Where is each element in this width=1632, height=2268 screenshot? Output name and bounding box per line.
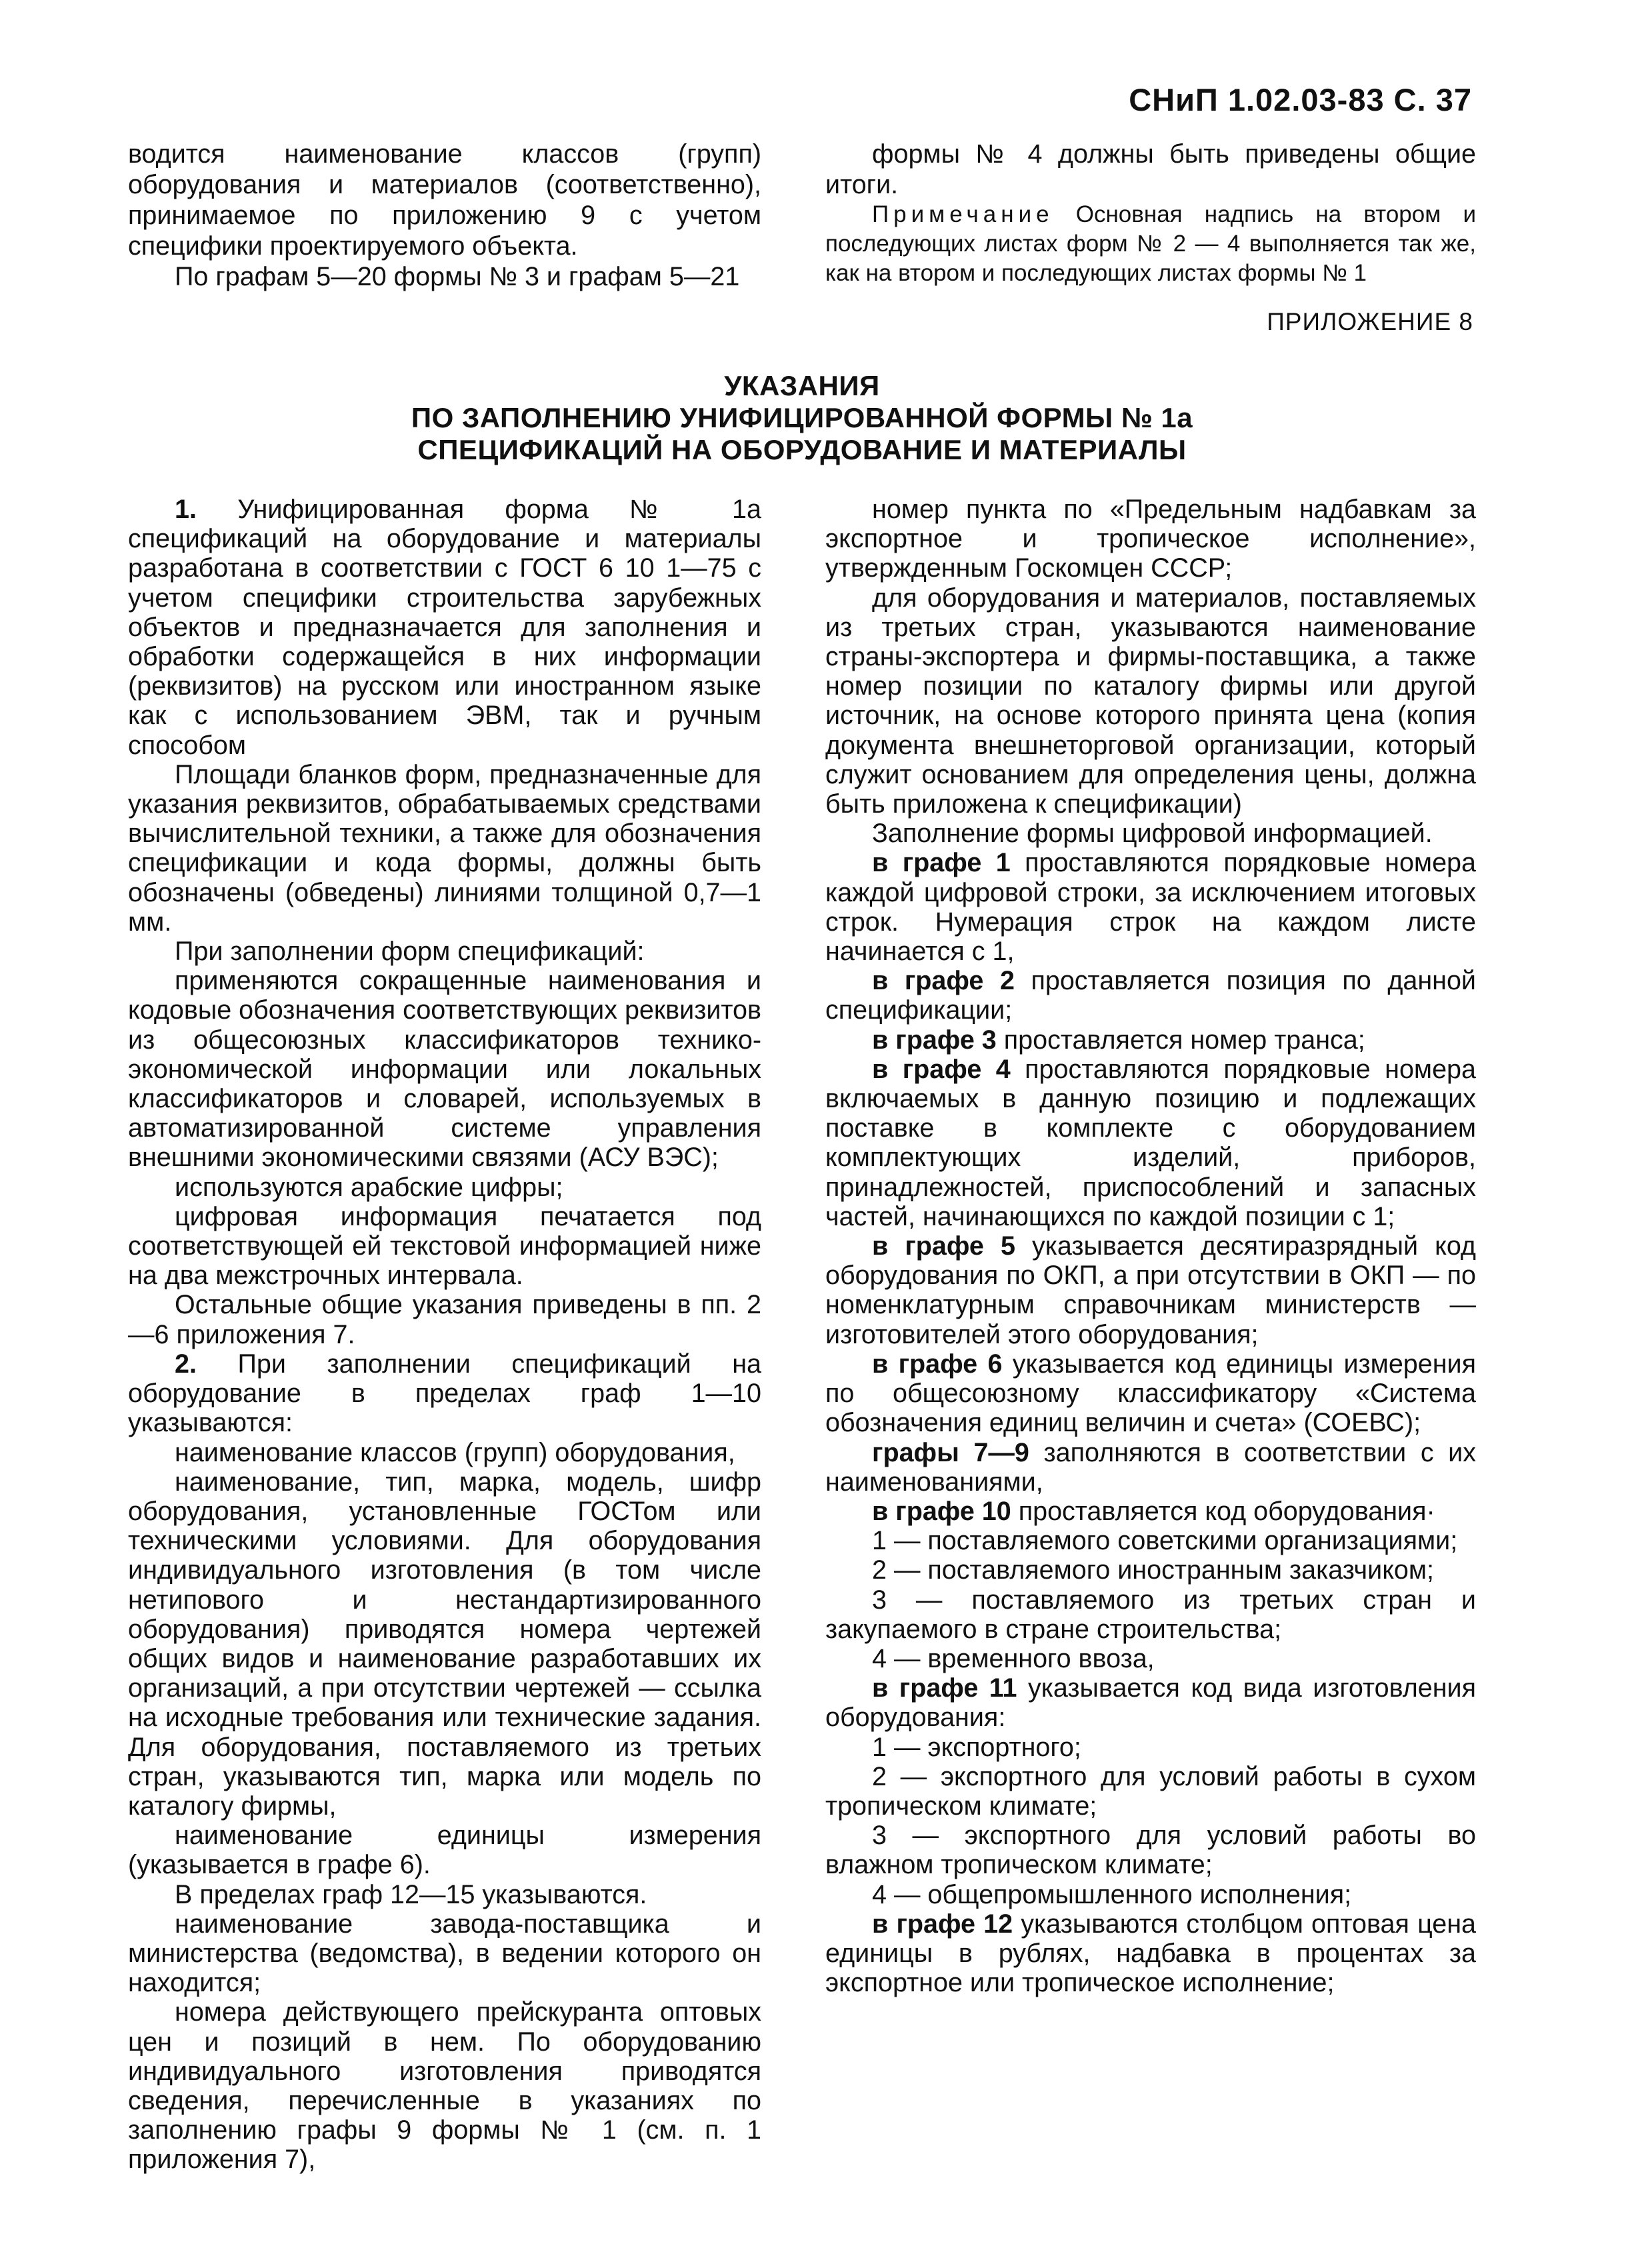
continued-text-right (825, 139, 1476, 288)
paragraph: водится наименование классов (групп) оборудования и материалов (соответственно), принимаемое по приложению 9 с учетом специфики проектируемого объекта. (128, 139, 761, 261)
item-number: 2. (175, 1349, 197, 1379)
paragraph: цифровая информация печатается под соответствующей ей текстовой информацией ниже на два межстрочных интервала. (128, 1201, 761, 1291)
paragraph: используются арабские цифры; (175, 1172, 563, 1202)
column-ref: в графе 5 (872, 1231, 1015, 1261)
paragraph: в графе 2 проставляется позиция по данной спецификации; (825, 966, 1476, 1025)
left-column (128, 495, 761, 2175)
note-label: Примечание (872, 201, 1054, 227)
paragraph: По графам 5—20 формы № 3 и графам 5—21 (175, 262, 740, 291)
section-title (128, 370, 1476, 466)
paragraph: применяются сокращенные наименования и кодовые обозначения соответствующих реквизитов из общесоюзных классификаторов технико-экономической информации или локальных классификаторов и словарей, используемых в автоматизированной системе управления внешними экономическими связями (АСУ ВЭС); (128, 966, 761, 1173)
paragraph: 1. Унифицированная форма № 1а спецификаций на оборудование и материалы разработана в соответствии с ГОСТ 6 10 1—75 с учетом специфики строительства зарубежных объектов и предназначается для заполнения и обработки содержащейся в них информации (реквизитов) на русском или иностранном языке как с использованием ЭВМ, так и ручным способом (128, 495, 761, 760)
paragraph: 2. При заполнении спецификаций на оборудование в пределах граф 1—10 указываются: (128, 1349, 761, 1438)
column-ref: в графе 6 (872, 1349, 1003, 1379)
paragraph: в графе 1 проставляются порядковые номера каждой цифровой строки, за исключением итоговых строк. Нумерация строк на каждом листе начинается с 1, (825, 848, 1476, 967)
paragraph: Заполнение формы цифровой информацией. (872, 819, 1433, 849)
paragraph: номера действующего прейскуранта оптовых цен и позиций в нем. По оборудованию индивидуального изготовления приводятся сведения, перечисленные в указаниях по заполнению графы 9 формы № 1 (см. п. 1 приложения 7), (128, 1997, 761, 2175)
paragraph: графы 7—9 заполняются в соответствии с их наименованиями, (825, 1437, 1476, 1497)
paragraph: Остальные общие указания приведены в пп. 2—6 приложения 7. (128, 1290, 761, 1349)
list-item: 1 — экспортного; (872, 1732, 1081, 1762)
paragraph: в графе 11 указывается код вида изготовления оборудования: (825, 1673, 1476, 1733)
paragraph: наименование завода-поставщика и министерства (ведомства), в ведении которого он находится; (128, 1909, 761, 1998)
paragraph: в графе 12 указываются столбцом оптовая цена единицы в рублях, надбавка в процентах за экспортное или тропическое исполнение; (825, 1909, 1476, 1998)
paragraph: номер пункта по «Предельным надбавкам за экспортное и тропическое исполнение», утвержденным Госкомцен СССР; (825, 495, 1476, 583)
paragraph: наименование, тип, марка, модель, шифр оборудования, установленные ГОСТом или техническими условиями. Для оборудования индивидуального изготовления (в том числе нетипового и нестандартизированного оборудования) приводятся номера чертежей общих видов и наименование разработавших их организаций, а при отсутствии чертежей — ссылка на исходные требования или технические задания. Для оборудования, поставляемого из третьих стран, указываются тип, марка или модель по каталогу фирмы, (128, 1467, 761, 1821)
note (825, 200, 1476, 288)
list-item: 3 — поставляемого из третьих стран и закупаемого в стране строительства; (825, 1585, 1476, 1644)
paragraph: в графе 6 указывается код единицы измерения по общесоюзному классификатору «Система обозначения единиц величин и счета» (СОЕВС); (825, 1349, 1476, 1438)
list-item: 3 — экспортного для условий работы во влажном тропическом климате; (825, 1821, 1476, 1880)
column-ref: в графе 12 (872, 1909, 1013, 1939)
list-item: 4 — временного ввоза, (872, 1643, 1155, 1673)
item-number: 1. (175, 495, 197, 524)
title-line: ПО ЗАПОЛНЕНИЮ УНИФИЦИРОВАННОЙ ФОРМЫ № 1а (411, 402, 1193, 433)
continued-text-left (128, 139, 761, 292)
list-item: 4 — общепромышленного исполнения; (872, 1879, 1352, 1909)
paragraph: Площади бланков форм, предназначенные для указания реквизитов, обрабатываемых средствами вычислительной техники, а также для обозначения спецификации и кода формы, должны быть обозначены (обведены) линиями толщиной 0,7—1 мм. (128, 759, 761, 937)
list-item: 2 — экспортного для условий работы в сухом тропическом климате; (825, 1761, 1476, 1821)
list-item: 1 — поставляемого советскими организациями; (872, 1526, 1458, 1556)
paragraph: в графе 10 проставляется код оборудования· (872, 1496, 1435, 1526)
paragraph: При заполнении форм спецификаций: (175, 937, 645, 967)
column-ref: в графе 11 (872, 1673, 1017, 1703)
paragraph: в графе 4 проставляются порядковые номера включаемых в данную позицию и подлежащих поставке в комплекте с оборудованием комплектующих изделий, приборов, принадлежностей, приспособлений и запасных частей, начинающихся по каждой позиции с 1; (825, 1054, 1476, 1231)
paragraph: наименование единицы измерения (указывается в графе 6). (128, 1821, 761, 1880)
appendix-label: ПРИЛОЖЕНИЕ 8 (1267, 308, 1473, 335)
column-ref: в графе 1 (872, 848, 1011, 878)
paragraph: В пределах граф 12—15 указываются. (175, 1879, 647, 1909)
paragraph: в графе 3 проставляется номер транса; (872, 1025, 1365, 1055)
column-ref: в графе 4 (872, 1054, 1011, 1084)
paragraph: в графе 5 указывается десятиразрядный код оборудования по ОКП, а при отсутствии в ОКП — по номенклатурным справочникам министерств — изготовителей этого оборудования; (825, 1231, 1476, 1349)
column-ref: в графе 10 (872, 1496, 1011, 1526)
paragraph: наименование классов (групп) оборудования, (175, 1437, 735, 1467)
page-header: СНиП 1.02.03-83 С. 37 (1129, 82, 1472, 117)
title-line: УКАЗАНИЯ (724, 370, 880, 401)
right-column (825, 495, 1476, 1997)
paragraph: для оборудования и материалов, поставляемых из третьих стран, указываются наименование страны-экспортера и фирмы-поставщика, а также номер позиции по каталогу фирмы или другой источник, на основе которого принята цена (копия документа внешнеторговой организации, который служит основанием для определения цены, должна быть приложена к спецификации) (825, 583, 1476, 819)
list-item: 2 — поставляемого иностранным заказчиком; (872, 1555, 1435, 1585)
title-line: СПЕЦИФИКАЦИЙ НА ОБОРУДОВАНИЕ И МАТЕРИАЛЫ (417, 434, 1187, 465)
note-text: Основная надпись на втором и последующих листах форм № 2 — 4 выполняется так же, как на втором и последующих листах формы № 1 (825, 201, 1476, 286)
column-ref: графы 7—9 (872, 1437, 1029, 1467)
column-ref: в графе 2 (872, 966, 1015, 996)
paragraph: формы № 4 должны быть приведены общие итоги. (825, 139, 1476, 199)
column-ref: в графе 3 (872, 1025, 997, 1055)
